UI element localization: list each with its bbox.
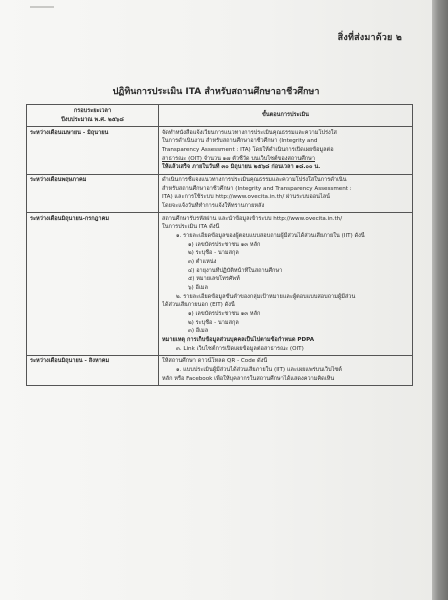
step-line: ๔) อายุงานที่ปฏิบัติหน้าที่ในสถานศึกษา — [188, 267, 283, 274]
step-line: ๓) ตำแหน่ง — [188, 259, 217, 265]
row-steps — [159, 127, 413, 174]
table-row — [27, 213, 413, 356]
row-period: ระหว่างเดือนพฤษภาคม — [27, 174, 159, 213]
step-line: ให้สถานศึกษา ดาวน์โหลด QR - Code ดังนี้ — [162, 358, 268, 365]
header-period — [27, 105, 159, 127]
row-steps — [159, 213, 413, 356]
row-period: ระหว่างเดือนมิถุนายน-กรกฎาคม — [27, 213, 159, 356]
scan-artifact — [30, 6, 54, 8]
step-line-deadline: ให้แล้วเสร็จ ภายในวันที่ ๓๐ มิถุนายน ๒๕๖๘ ก่อนเวลา ๑๘.๐๐ น. — [162, 164, 321, 171]
step-line: ๓) อีเมล — [188, 328, 209, 335]
step-line: สำหรับสถานศึกษาอาชีวศึกษา (Integrity and Transparency Assessment : — [162, 185, 352, 192]
step-line: ๒. รายละเอียดข้อมูลขั้นต่ำของกลุ่มเป้าหมายและผู้ตอบแบบสอบถามผู้มีส่วน — [176, 293, 356, 300]
step-line: ๑) เลขบัตรประชาชน ๑๓ หลัก — [188, 241, 261, 248]
schedule-table — [26, 104, 413, 386]
step-line: ๑. รายละเอียดข้อมูลของผู้ตอบแบบสอบถามผู้มีส่วนได้ส่วนเสียภายใน (IIT) ดังนี้ — [176, 233, 365, 240]
step-line: ๑. แบบประเมินผู้มีส่วนได้ส่วนเสียภายใน (IIT) และเผยแพร่บนเว็บไซต์ — [176, 366, 342, 373]
step-line: ในการดำเนินงาน สำหรับสถานศึกษาอาชีวศึกษา (Integrity and — [162, 138, 318, 145]
step-line: ๓. Link เว็บไซต์การเปิดเผยข้อมูลต่อสาธารณะ (OIT) — [176, 345, 304, 352]
step-line: จัดทำหนังสือแจ้งเวียนการแนวทางการประเมินคุณธรรมและความโปร่งใส — [162, 129, 337, 136]
step-line: ๑) เลขบัตรประชาชน ๑๓ หลัก — [188, 310, 261, 317]
table-row — [27, 355, 413, 385]
step-line: ดำเนินการชี้แจงแนวทางการประเมินคุณธรรมและความโปร่งใสในการดำเนิน — [162, 177, 347, 184]
step-line: ๖) อีเมล — [188, 284, 208, 291]
step-line: โดยจะแจ้งวันที่ทำการแจ้งให้ทราบภายหลัง — [162, 203, 265, 210]
header-steps: ขั้นตอนการประเมิน — [159, 105, 413, 127]
step-line: Transparency Assessment : ITA) โดยให้ดำเนินการเปิดเผยข้อมูลต่อ — [162, 147, 334, 154]
step-line-link[interactable]: ITA) และการใช้ระบบ http://www.ovecita.in.th/ ผ่านระบบออนไลน์ — [162, 194, 330, 201]
row-steps — [159, 355, 413, 385]
step-line: ได้ส่วนเสียภายนอก (EIT) ดังนี้ — [162, 302, 235, 309]
step-line-note: หมายเหตุ การเก็บข้อมูลส่วนบุคคลเป็นไปตามข้อกำหนด PDPA — [162, 336, 315, 343]
row-period: ระหว่างเดือนมิถุนายน - สิงหาคม — [27, 355, 159, 385]
table-row — [27, 127, 413, 174]
attachment-label: สิ่งที่ส่งมาด้วย ๒ — [337, 33, 402, 43]
table-header-row — [27, 105, 413, 127]
table-row — [27, 174, 413, 213]
step-line: หลัก หรือ Facebook เพื่อให้บุคลากรในสถานศึกษาได้แสดงความคิดเห็น — [162, 375, 335, 382]
step-line: ๒) ระบุชื่อ - นามสกุล — [188, 319, 239, 326]
step-line: ๕) หมายเลขโทรศัพท์ — [188, 276, 240, 283]
step-line: ในการประเมิน ITA ดังนี้ — [162, 224, 220, 231]
row-period: ระหว่างเดือนเมษายน - มิถุนายน — [27, 127, 159, 174]
scanner-edge — [432, 0, 448, 600]
step-line: ๒) ระบุชื่อ - นามสกุล — [188, 250, 239, 257]
header-period-line-1: กรอบระยะเวลา — [73, 108, 112, 114]
step-line-link[interactable]: สถานศึกษารับรหัสผ่าน และนำข้อมูลเข้าระบบ http://www.ovecita.in.th/ — [162, 215, 343, 222]
step-line: สาธารณะ (OIT) จำนวน ๑๗ ตัวชี้วัด บนเว็บไซต์ของสถานศึกษา — [162, 155, 316, 162]
row-steps — [159, 174, 413, 213]
document-title: ปฏิทินการประเมิน ITA สำหรับสถานศึกษาอาชีวศึกษา — [112, 87, 320, 97]
header-period-line-2: ปีงบประมาณ พ.ศ. ๒๕๖๘ — [61, 116, 124, 123]
